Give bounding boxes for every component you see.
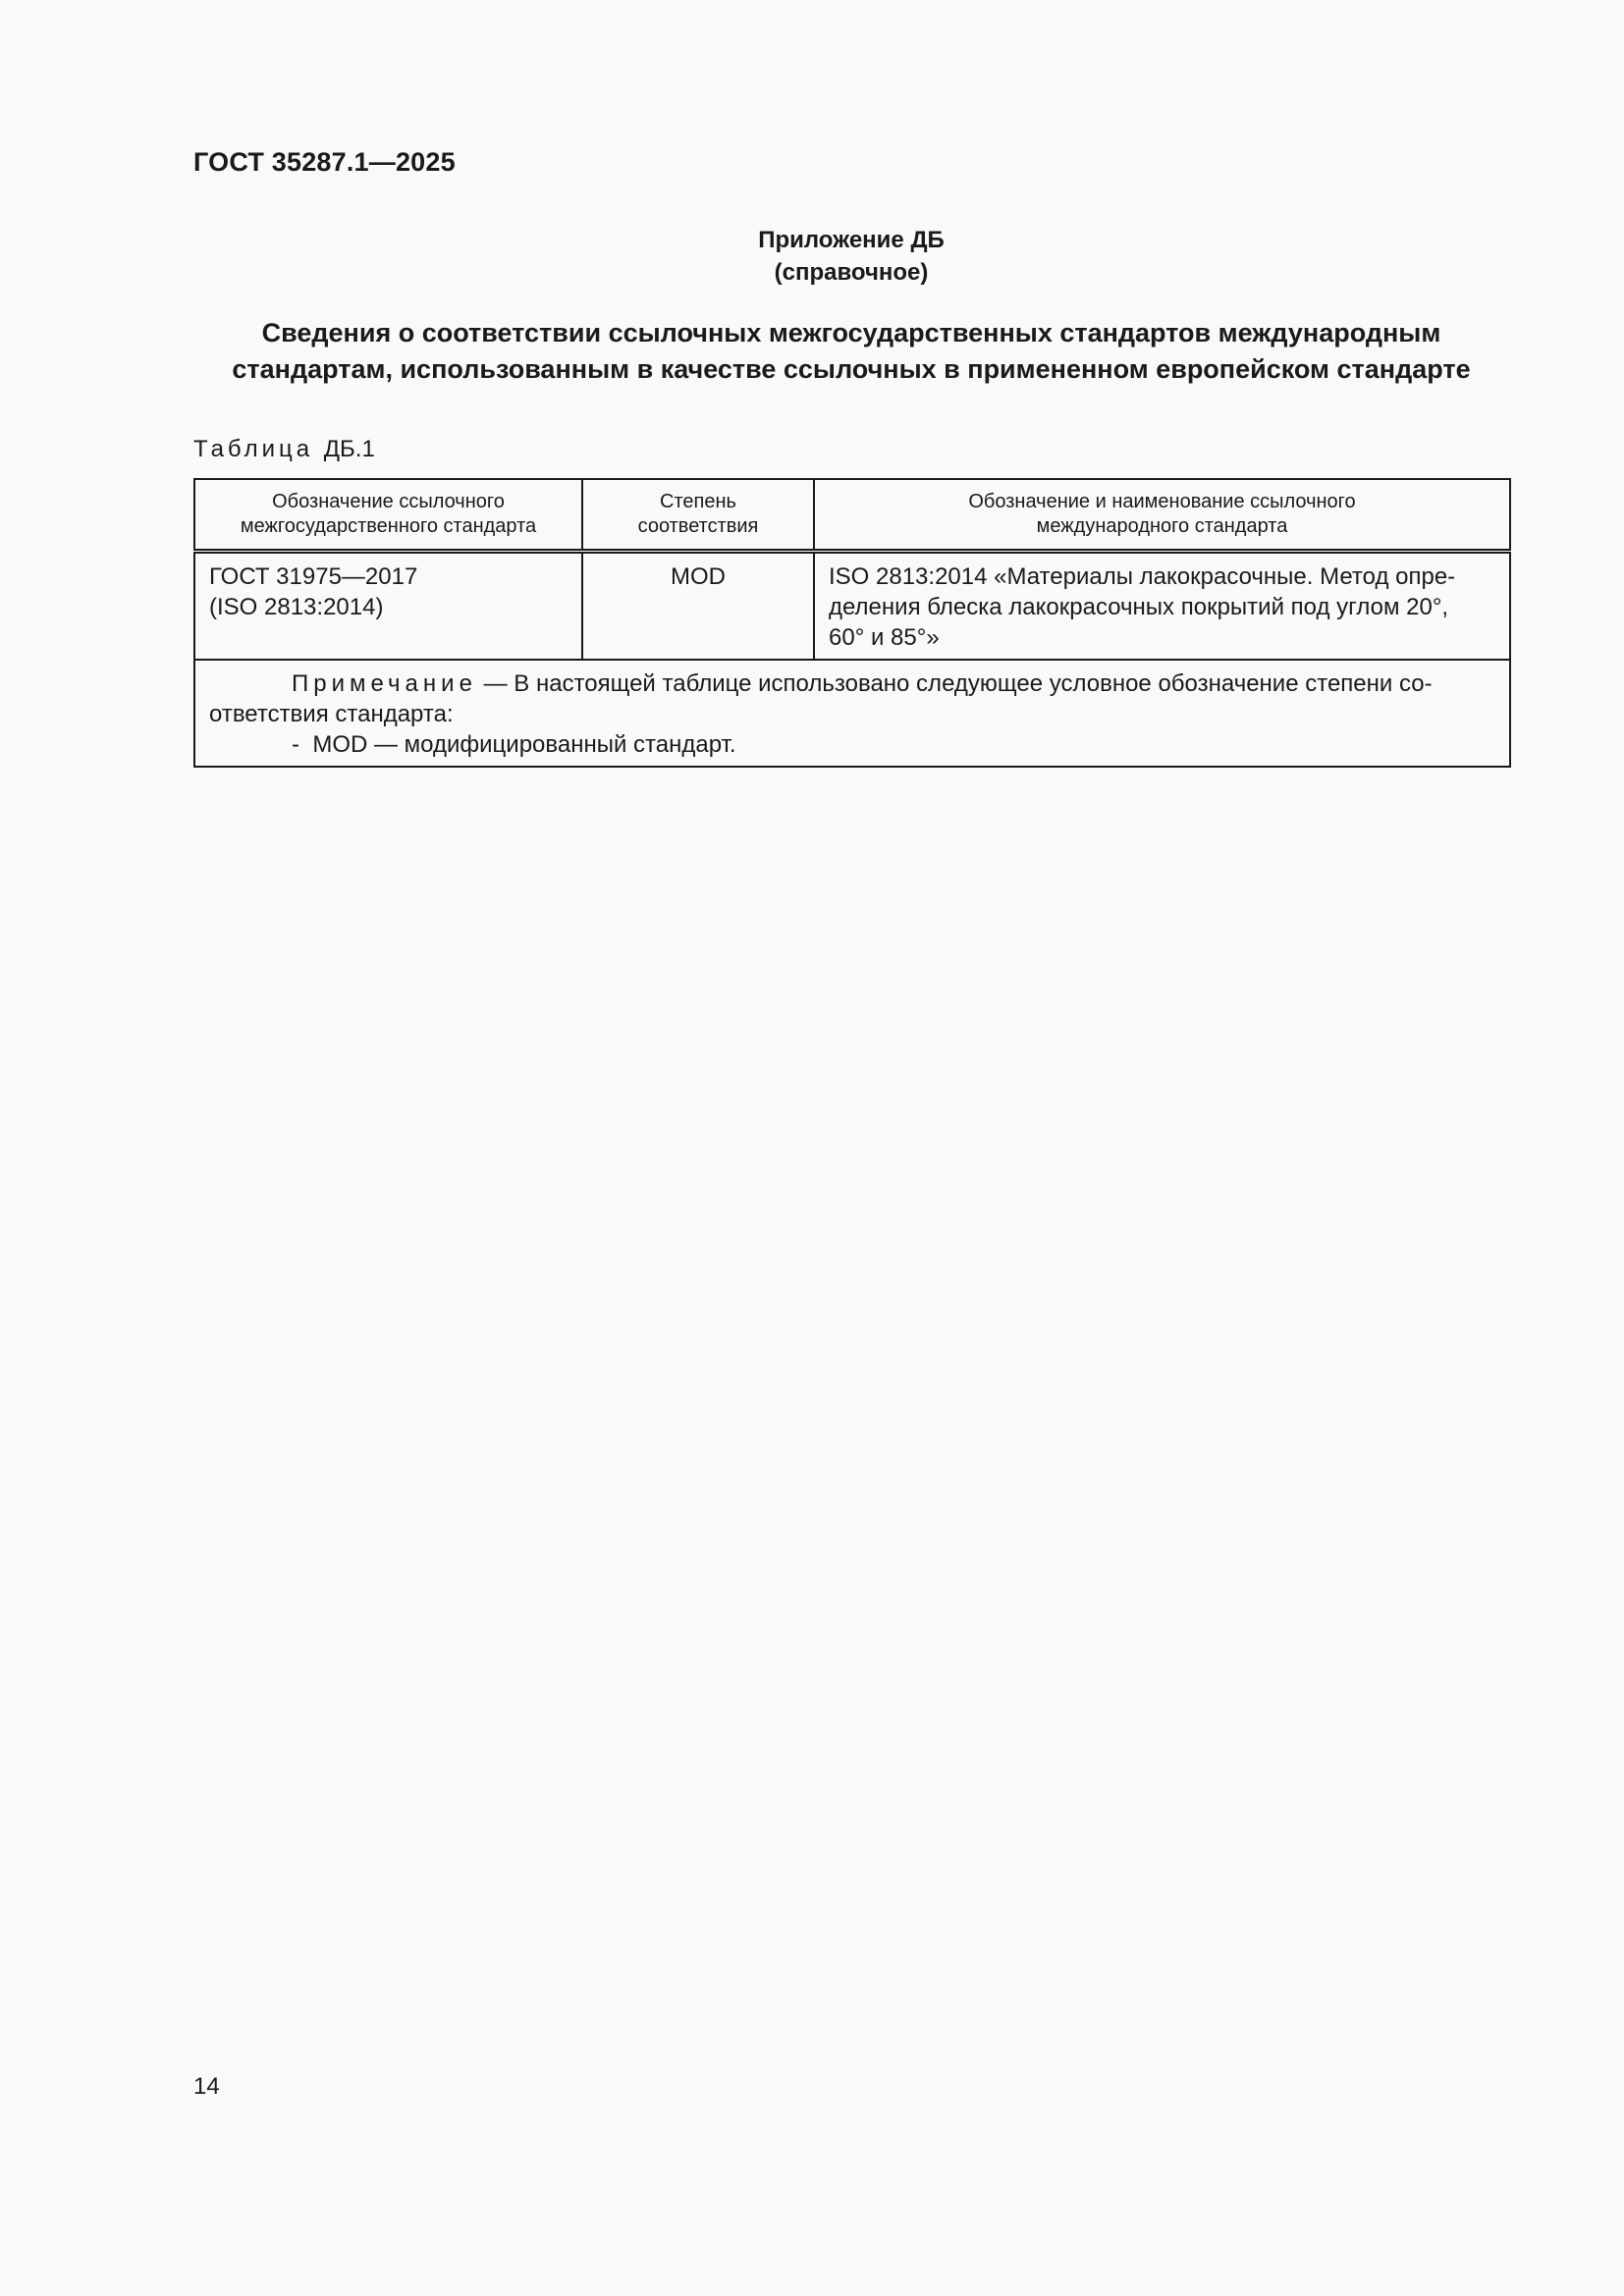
appendix-heading bbox=[0, 224, 1624, 289]
document-designation: ГОСТ 35287.1—2025 bbox=[193, 147, 456, 177]
cell-international-standard: ISO 2813:2014 «Материалы лакокрасочные. Метод опре- деления блеска лакокрасочных покрытий под углом 20°, 60° и 85°» bbox=[814, 552, 1510, 661]
table-caption bbox=[193, 436, 375, 463]
appendix-status: (справочное) bbox=[774, 259, 929, 286]
cell-designation: ГОСТ 31975—2017 (ISO 2813:2014) bbox=[194, 552, 582, 661]
note-list-item: - MOD — модифицированный стандарт. bbox=[292, 731, 736, 758]
page-number: 14 bbox=[193, 2073, 220, 2100]
section-title-line-2: стандартам, использованным в качестве ссылочных в примененном европейском стандарте bbox=[232, 354, 1471, 384]
section-title-line-1: Сведения о соответствии ссылочных межгосударственных стандартов международным bbox=[261, 318, 1441, 347]
standards-table bbox=[193, 478, 1511, 768]
column-header-degree: Степень соответствия bbox=[582, 479, 814, 552]
appendix-title: Приложение ДБ bbox=[758, 227, 945, 253]
note-text: В настоящей таблице использовано следующее условное обозначение степени со- bbox=[514, 670, 1433, 697]
table-note-row bbox=[194, 660, 1510, 767]
table-row bbox=[194, 552, 1510, 661]
table-caption-word: Таблица bbox=[193, 436, 314, 462]
table-caption-number: ДБ.1 bbox=[323, 436, 375, 462]
column-header-designation: Обозначение ссылочного межгосударственного стандарта bbox=[194, 479, 582, 552]
note-text-continued: ответствия стандарта: bbox=[209, 701, 454, 727]
column-header-international-standard: Обозначение и наименование ссылочного международного стандарта bbox=[814, 479, 1510, 552]
cell-degree: MOD bbox=[582, 552, 814, 661]
table-note: Примечание — В настоящей таблице использовано следующее условное обозначение степени со- ответствия стандарта: - MOD — модифицированный стандарт. bbox=[194, 660, 1510, 767]
note-label: Примечание bbox=[292, 670, 477, 697]
section-title bbox=[193, 315, 1509, 388]
table-header-row bbox=[194, 479, 1510, 552]
